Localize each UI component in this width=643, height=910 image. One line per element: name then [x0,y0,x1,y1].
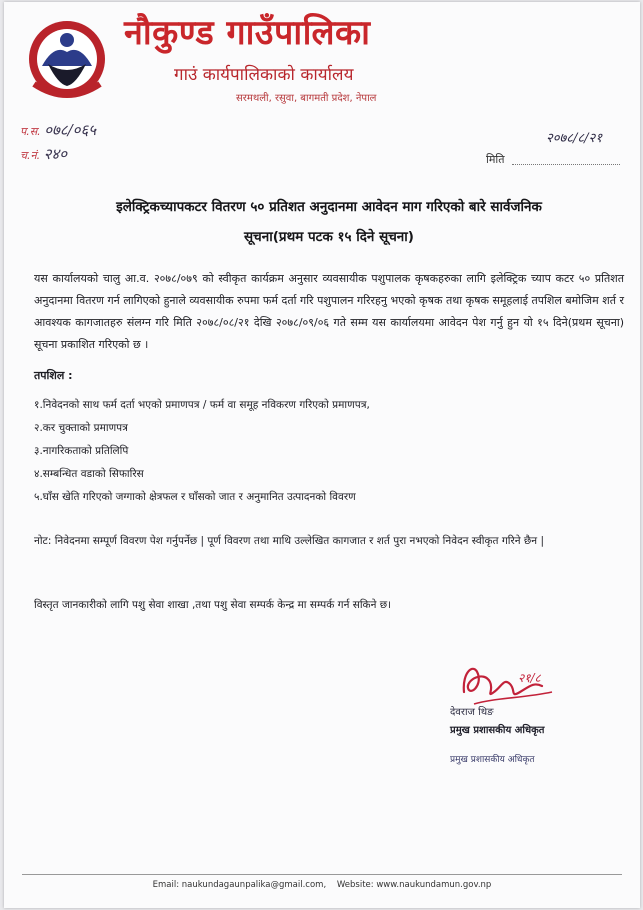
list-item: ३.नागरिकताको प्रतिलिपि [34,445,129,457]
footer-divider [22,874,622,875]
office-name: नौकुण्ड गाउँपालिका [124,13,371,53]
list-item: २.कर चुक्ताको प्रमाणपत्र [34,422,128,434]
contact-info: विस्तृत जानकारीको लागि पशु सेवा शाखा ,तथा पशु सेवा सम्पर्क केन्द्र मा सम्पर्क गर्न सकिने छ। [34,599,392,611]
tafsil-label: तपशिल : [34,369,73,382]
notice-body: यस कार्यालयको चालु आ.व. २०७८/०७९ को स्वीकृत कार्यक्रम अनुसार व्यवसायीक पशुपालक कृषकहरुका लागि इलेक्ट्रिक च्याप कटर ५० प्रतिशत अनुदानमा वितरण गर्न लागिएको हुनाले व्यवसायीक रुपमा फर्म दर्ता गरि पशुपालन गरिरहनु भएको कृषक तथा कृषक समूहलाई तपशिल बमोजिम शर्त र आवश्यक कागजातहरु संलग्न गरि मिति २०७८/०८/२१ देखि २०७८/०९/०६ गते सम्म यस कार्यालयमा आवेदन पेश गर्नु हुन यो १५ दिने(प्रथम सूचना) सूचना प्रकाशित गरिएको छ । [34,272,624,351]
list-item: १.निवेदनको साथ फर्म दर्ता भएको प्रमाणपत्र / फर्म वा समूह नविकरण गरिएको प्रमाणपत्र, [34,399,370,411]
notice-document [4,2,640,908]
footer-website: Website: www.naukundamun.gov.np [336,880,492,890]
date-value: २०७८/८/२१ [546,131,603,146]
notice-title-line-2: सूचना(प्रथम पटक १५ दिने सूचना) [244,229,414,245]
patra-label: प.स. [20,125,41,138]
chalani-label: च.नं. [20,149,41,162]
notice-note: नोट: निवेदनमा सम्पूर्ण विवरण पेश गर्नुपर्नेछ | पूर्ण विवरण तथा माथि उल्लेखित कागजात र शर्त पुरा नभएको निवेदन स्वीकृत गरिने छैन | [34,535,544,547]
office-subtitle: गाउं कार्यपालिकाको कार्यालय [174,65,354,85]
footer-email: Email: naukundagaunpalika@gmail.com, [152,880,327,890]
chalani-value: २४० [43,145,67,163]
svg-text:२१/८: २१/८ [518,671,541,685]
office-address: सरमथली, रसुवा, बागमती प्रदेश, नेपाल [236,93,377,104]
notice-title-line-1: इलेक्ट्रिकच्यापकटर वितरण ५० प्रतिशत अनुदानमा आवेदन माग गरिएको बारे सार्वजनिक [116,199,542,215]
signatory-name: देवराज थिङ [450,707,494,718]
signatory-title: प्रमुख प्रशासकीय अधिकृत [450,725,545,736]
government-emblem-icon [24,14,110,104]
notice-title [44,192,614,252]
date-label: मिति [486,153,505,166]
date-line [512,164,620,165]
list-item: ५.घाँस खेति गरिएको जग्गाको क्षेत्रफल र घाँसको जात र अनुमानित उत्पादनको विवरण [34,491,356,503]
patra-sankhya [20,120,96,140]
list-item: ४.सम्बन्धित वडाको सिफारिस [34,468,144,480]
requirements-list [34,394,594,509]
footer [22,880,622,890]
patra-value: ०७८/०६५ [44,121,97,139]
signatory-stamp: प्रमुख प्रशासकीय अधिकृत [450,755,535,765]
chalani-number [20,144,67,164]
